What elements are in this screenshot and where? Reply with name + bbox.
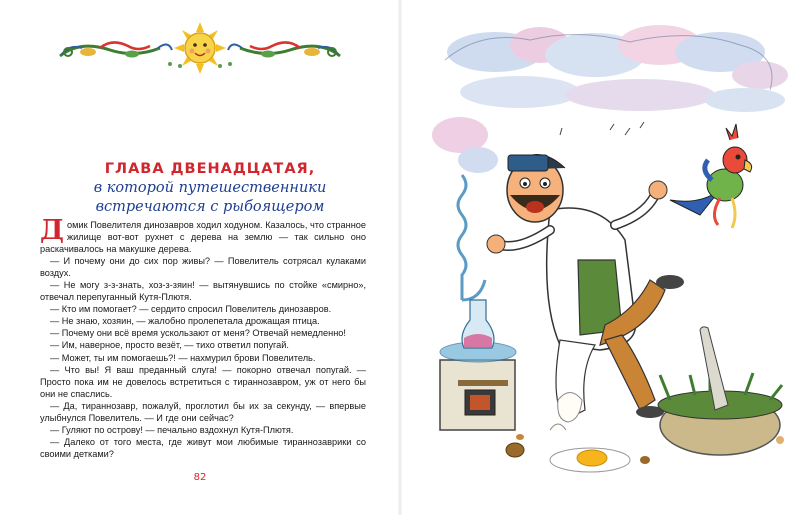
paragraph: — Не могу з-з-знать, хоз-з-зяин! — вытянувшись по стойке «смирно», отвечал перепуганный Кутя-Плютя.	[40, 280, 366, 303]
page-number: 82	[193, 472, 207, 483]
paragraph: — Не знаю, хозяин, — жалобно пролепетала дрожащая птица.	[50, 316, 320, 327]
sun-face-ornament-icon	[40, 18, 360, 78]
paragraph: — Кто им помогает? — сердито спросил Повелитель динозавров.	[50, 304, 332, 315]
chapter-title	[70, 160, 350, 217]
paragraph: — Далеко от того места, где живут мои любимые тираннозаврики со своими детками?	[40, 436, 366, 459]
paragraph: — Гуляют по острову! — печально вздохнул Кутя-Плютя.	[50, 424, 294, 435]
paragraph: — И почему они до сих пор живы? — Повелитель сотрясал кулаками воздух.	[40, 256, 366, 279]
first-paragraph	[40, 215, 366, 255]
dinosaur-lord-parrot-illustration-icon	[400, 0, 800, 515]
paragraph: — Почему они всё время ускользают от меня? Отвечай немедленно!	[50, 328, 346, 339]
chapter-subtitle-line-2: встречаются с рыбоящером	[95, 199, 325, 215]
paragraph: — Им, наверное, просто везёт, — тихо ответил попугай.	[50, 340, 289, 351]
paragraph: — Может, ты им помогаешь?! — нахмурил брови Повелитель.	[50, 352, 316, 363]
paragraph: — Да, тираннозавр, пожалуй, проглотил бы их за секунду, — впервые улыбнулся Повелитель. — И где они сейчас?	[40, 400, 366, 423]
first-paragraph-text: омик Повелителя динозавров ходил ходуном. Казалось, что странное жилище вот-вот рухнет с дерева на землю — так сильно оно раскачивалось на макушке дерева.	[40, 220, 366, 255]
paragraph: — Что вы! Я ваш преданный слуга! — покорно отвечал попугай. — Просто пока им не довелось встретиться с тираннозавром, уж от него бы они не спаслись.	[40, 364, 366, 399]
drop-cap: Д	[40, 215, 65, 246]
chapter-subtitle-line-1: в которой путешественники	[93, 180, 327, 196]
right-page	[400, 0, 800, 515]
chapter-body-text	[40, 215, 366, 460]
chapter-heading: ГЛАВА ДВЕНАДЦАТАЯ,	[104, 161, 316, 177]
parrot	[670, 124, 752, 228]
